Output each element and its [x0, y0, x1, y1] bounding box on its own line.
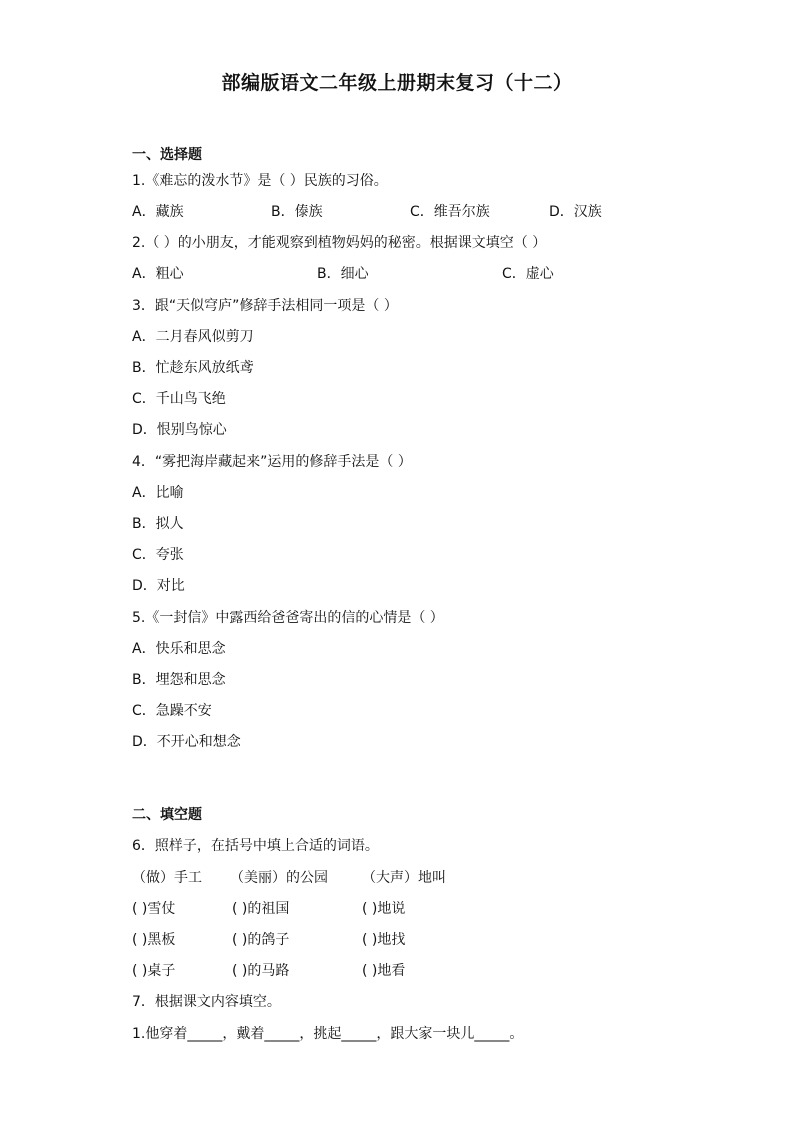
section-heading-choice: 一、选择题: [132, 147, 202, 163]
q6-blank-r1-c2: ( )的祖国: [232, 901, 290, 917]
q6-blank-r3-c1: ( )桌子: [132, 963, 176, 979]
q2-option-b: B．细心: [317, 266, 369, 282]
q6-blank-r1-c3: ( )地说: [362, 901, 406, 917]
q3-option-c: C．千山鸟飞绝: [132, 391, 226, 407]
q6-blank-r2-c2: ( )的鸽子: [232, 932, 290, 948]
q2-option-a: A．粗心: [132, 266, 184, 282]
q1-option-c: C．维吾尔族: [410, 204, 490, 220]
question-4-stem: 4．“雾把海岸藏起来”运用的修辞手法是（ ）: [132, 454, 412, 470]
question-5-stem: 5.《一封信》中露西给爸爸寄出的信的心情是（ ）: [132, 610, 444, 626]
q4-option-b: B．拟人: [132, 516, 184, 532]
q6-example-2: （美丽）的公园: [230, 870, 328, 886]
q3-option-d: D．恨别鸟惊心: [132, 422, 227, 438]
q3-option-b: B．忙趁东风放纸鸢: [132, 360, 254, 376]
q6-blank-r2-c3: ( )地找: [362, 932, 406, 948]
q1-option-b: B．傣族: [271, 204, 323, 220]
q6-blank-r3-c2: ( )的马路: [232, 963, 290, 979]
q1-option-d: D．汉族: [549, 204, 602, 220]
q1-option-a: A．藏族: [132, 204, 184, 220]
q6-blank-r3-c3: ( )地看: [362, 963, 406, 979]
q4-option-a: A．比喻: [132, 485, 184, 501]
q5-option-b: B．埋怨和思念: [132, 672, 226, 688]
page-title: 部编版语文二年级上册期末复习（十二）: [221, 72, 573, 94]
q5-option-c: C．急躁不安: [132, 703, 212, 719]
q5-option-a: A．快乐和思念: [132, 641, 226, 657]
question-3-stem: 3．跟“天似穹庐”修辞手法相同一项是（ ）: [132, 298, 398, 314]
question-1-stem: 1.《难忘的泼水节》是（ ）民族的习俗。: [132, 173, 388, 189]
q2-option-c: C．虚心: [502, 266, 554, 282]
q4-option-c: C．夸张: [132, 547, 184, 563]
q4-option-d: D．对比: [132, 578, 185, 594]
question-2-stem: 2.（ ）的小朋友，才能观察到植物妈妈的秘密。根据课文填空（ ）: [132, 235, 547, 251]
q6-blank-r1-c1: ( )雪仗: [132, 901, 176, 917]
q6-example-1: （做）手工: [132, 870, 202, 886]
q6-example-3: （大声）地叫: [362, 870, 446, 886]
q6-blank-r2-c1: ( )黑板: [132, 932, 176, 948]
question-6-stem: 6．照样子，在括号中填上合适的词语。: [132, 838, 379, 854]
question-7-line-1: 1.他穿着_____，戴着_____，挑起_____，跟大家一块儿_____。: [132, 1026, 524, 1042]
q3-option-a: A．二月春风似剪刀: [132, 329, 254, 345]
question-7-stem: 7．根据课文内容填空。: [132, 994, 281, 1010]
q5-option-d: D．不开心和想念: [132, 734, 241, 750]
section-heading-fill: 二、填空题: [132, 807, 202, 823]
